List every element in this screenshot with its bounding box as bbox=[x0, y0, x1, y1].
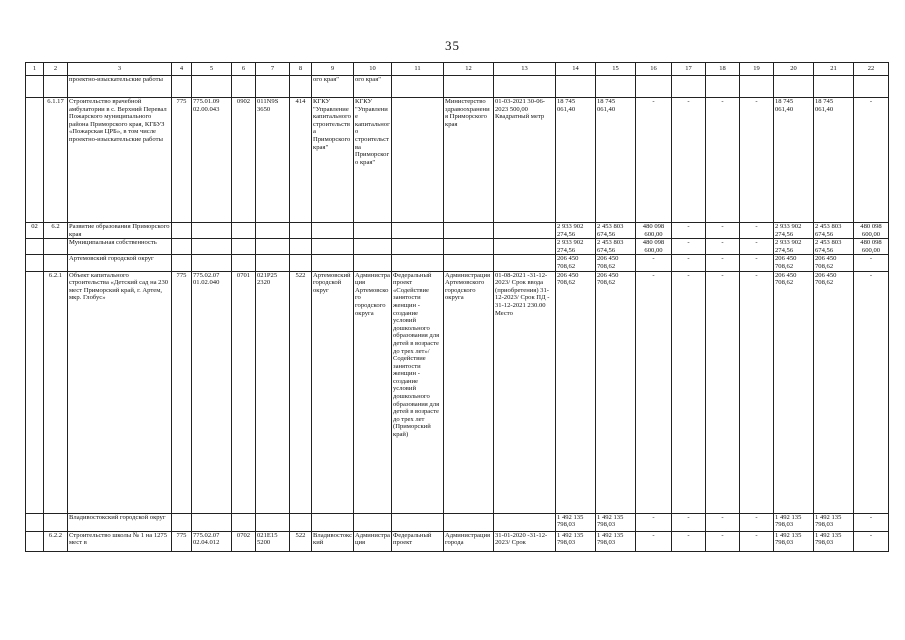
table-cell bbox=[854, 76, 889, 98]
table-cell: - bbox=[636, 271, 672, 513]
table-cell: 206 450 708,62 bbox=[556, 255, 596, 271]
table-cell bbox=[232, 513, 256, 531]
table-cell: 02 bbox=[26, 223, 44, 239]
table-cell: 775.01.09 02.00.043 bbox=[192, 98, 232, 223]
table-cell bbox=[290, 513, 312, 531]
table-cell bbox=[312, 223, 354, 239]
table-cell bbox=[312, 239, 354, 255]
table-cell: Министерство здравоохранения Приморского края bbox=[444, 98, 494, 223]
table-cell bbox=[26, 239, 44, 255]
table-cell bbox=[256, 239, 290, 255]
table-cell: Развитие образования Приморского края bbox=[69, 223, 170, 238]
table-cell bbox=[290, 76, 312, 98]
table-cell bbox=[290, 223, 312, 239]
table-cell: 206 450 708,62 bbox=[814, 271, 854, 513]
table-cell: - bbox=[706, 255, 740, 271]
table-cell bbox=[814, 76, 854, 98]
table-cell: 31-01-2020 -31-12-2023/ Срок bbox=[494, 531, 556, 551]
table-cell: 414 bbox=[290, 98, 312, 223]
table-cell bbox=[392, 76, 444, 98]
table-cell: - bbox=[672, 531, 706, 551]
table-cell: - bbox=[740, 223, 774, 239]
table-cell bbox=[290, 255, 312, 271]
table-cell: КГКУ "Управление капитального строительства Приморского края" bbox=[312, 98, 354, 223]
table-cell: - bbox=[706, 223, 740, 239]
table-cell: 1 492 135 798,03 bbox=[774, 513, 814, 531]
table-cell bbox=[172, 255, 192, 271]
table-cell: 2 453 803 674,56 bbox=[814, 239, 854, 255]
table-cell: Артемовский городской округ bbox=[312, 271, 354, 513]
table-cell: 206 450 708,62 bbox=[556, 271, 596, 513]
table-cell bbox=[26, 271, 44, 513]
table-cell: 6.2.1 bbox=[44, 271, 68, 513]
table-cell: 2 933 902 274,56 bbox=[774, 223, 814, 239]
table-cell bbox=[392, 513, 444, 531]
column-number: 6 bbox=[232, 63, 256, 76]
column-number: 7 bbox=[256, 63, 290, 76]
table-cell: 2 933 902 274,56 bbox=[556, 223, 596, 239]
table-cell: - bbox=[854, 513, 889, 531]
table-cell bbox=[44, 239, 68, 255]
column-number: 14 bbox=[556, 63, 596, 76]
table-cell: 775.02.07 02.04.012 bbox=[192, 531, 232, 551]
table-cell: 775.02.07 01.02.040 bbox=[192, 271, 232, 513]
table-cell bbox=[354, 239, 392, 255]
table-cell bbox=[44, 255, 68, 271]
table-cell bbox=[232, 223, 256, 239]
table-cell: 2 453 803 674,56 bbox=[814, 223, 854, 239]
table-cell: 18 745 061,40 bbox=[556, 98, 596, 223]
table-cell bbox=[392, 98, 444, 223]
table-cell: - bbox=[740, 98, 774, 223]
table-cell bbox=[354, 255, 392, 271]
table-cell bbox=[192, 223, 232, 239]
table-cell bbox=[494, 76, 556, 98]
table-cell: Администрация bbox=[354, 531, 392, 551]
table-row bbox=[26, 513, 889, 531]
table-cell: - bbox=[740, 255, 774, 271]
table-cell bbox=[392, 223, 444, 239]
table-cell bbox=[172, 223, 192, 239]
table-cell: 206 450 708,62 bbox=[596, 271, 636, 513]
table-cell: Строительство врачебной амбулатории в с. Верхний Перевал Пожарского муниципального района Приморского края, КГБУЗ «Пожарская ЦРБ», в том числе проектно-изыскательские работы bbox=[68, 98, 172, 223]
table-cell bbox=[444, 239, 494, 255]
table-cell: 01-03-2021 30-06-2023 500,00 Квадратный метр bbox=[494, 98, 556, 223]
table-row bbox=[26, 98, 889, 223]
table-cell bbox=[232, 239, 256, 255]
table-cell bbox=[232, 255, 256, 271]
table-cell: 01-08-2021 -31-12-2023/ Срок ввода (приобретения) 31-12-2023/ Срок ПД - 31-12-2021 230.00 Место bbox=[494, 271, 556, 513]
table-cell bbox=[26, 76, 44, 98]
table-cell: - bbox=[636, 255, 672, 271]
table-cell: ого края" bbox=[312, 76, 354, 98]
table-cell: - bbox=[854, 98, 889, 223]
column-number: 9 bbox=[312, 63, 354, 76]
table-cell bbox=[556, 76, 596, 98]
table-cell: 2 453 803 674,56 bbox=[596, 239, 636, 255]
table-cell: 6.1.17 bbox=[44, 98, 68, 223]
table-cell: 0702 bbox=[232, 531, 256, 551]
column-number: 11 bbox=[392, 63, 444, 76]
table-cell: 775 bbox=[172, 531, 192, 551]
table-cell bbox=[740, 76, 774, 98]
table-cell: 1 492 135 798,03 bbox=[774, 531, 814, 551]
column-number: 1 bbox=[26, 63, 44, 76]
table-cell bbox=[444, 255, 494, 271]
table-cell bbox=[494, 513, 556, 531]
table-cell: - bbox=[636, 513, 672, 531]
column-number: 10 bbox=[354, 63, 392, 76]
table-cell bbox=[232, 76, 256, 98]
table-row bbox=[26, 223, 889, 239]
header-row bbox=[26, 63, 889, 76]
table-cell bbox=[192, 76, 232, 98]
page-number: 35 bbox=[445, 38, 460, 53]
table-cell: 021E15 5200 bbox=[256, 531, 290, 551]
table-cell: 6.2 bbox=[44, 223, 68, 239]
table-cell bbox=[192, 239, 232, 255]
table-cell: Строительство школы № 1 на 1275 мест в bbox=[68, 531, 172, 551]
column-number: 13 bbox=[494, 63, 556, 76]
table-cell: Владивостокский городской округ bbox=[68, 513, 172, 531]
table-cell: 206 450 708,62 bbox=[596, 255, 636, 271]
table-cell bbox=[290, 239, 312, 255]
table-cell: 1 492 135 798,03 bbox=[596, 531, 636, 551]
table-cell: ого края" bbox=[354, 76, 392, 98]
table-cell: 480 098 600,00 bbox=[636, 223, 672, 239]
table-cell bbox=[596, 76, 636, 98]
column-number: 15 bbox=[596, 63, 636, 76]
column-number: 5 bbox=[192, 63, 232, 76]
table-cell: 206 450 708,62 bbox=[774, 271, 814, 513]
table-cell: - bbox=[706, 513, 740, 531]
table-cell: 0701 bbox=[232, 271, 256, 513]
table-cell: 1 492 135 798,03 bbox=[596, 513, 636, 531]
table-cell: 18 745 061,40 bbox=[596, 98, 636, 223]
table-cell: - bbox=[854, 531, 889, 551]
column-number: 22 bbox=[854, 63, 889, 76]
table-cell bbox=[172, 76, 192, 98]
table-cell bbox=[44, 513, 68, 531]
table-cell: - bbox=[706, 271, 740, 513]
table-cell bbox=[192, 255, 232, 271]
table-cell: - bbox=[740, 531, 774, 551]
table-cell bbox=[256, 255, 290, 271]
table-cell bbox=[312, 513, 354, 531]
table-cell: 1 492 135 798,03 bbox=[556, 513, 596, 531]
column-number: 12 bbox=[444, 63, 494, 76]
table-cell: Федеральный проект «Содействие занятости женщин - создание условий дошкольного образования для детей в возрасте до трех лет»/Содействие занятости женщин - создание условий дошкольного образования для детей в возрасте до трех лет (Приморский край) bbox=[392, 271, 444, 513]
table-cell: - bbox=[706, 239, 740, 255]
table-cell bbox=[256, 76, 290, 98]
column-number: 8 bbox=[290, 63, 312, 76]
table-cell: - bbox=[740, 513, 774, 531]
table-cell: 206 450 708,62 bbox=[774, 255, 814, 271]
table-cell: КГКУ "Управление капитального строительства Приморского края" bbox=[354, 98, 392, 223]
table-row bbox=[26, 76, 889, 98]
table-cell: - bbox=[672, 98, 706, 223]
table-cell: 206 450 708,62 bbox=[814, 255, 854, 271]
table-cell bbox=[706, 76, 740, 98]
column-number: 20 bbox=[774, 63, 814, 76]
column-number: 3 bbox=[68, 63, 172, 76]
column-number: 18 bbox=[706, 63, 740, 76]
table-cell bbox=[444, 513, 494, 531]
table-cell bbox=[444, 76, 494, 98]
table-cell: Администрация Артемовского городского округа bbox=[444, 271, 494, 513]
table-cell: 0902 bbox=[232, 98, 256, 223]
table-cell: - bbox=[636, 98, 672, 223]
column-number: 21 bbox=[814, 63, 854, 76]
table-cell: 18 745 061,40 bbox=[814, 98, 854, 223]
table-cell bbox=[392, 239, 444, 255]
table-cell: 1 492 135 798,03 bbox=[814, 513, 854, 531]
table-cell: - bbox=[706, 531, 740, 551]
table-cell: 021P25 2320 bbox=[256, 271, 290, 513]
table-cell bbox=[444, 223, 494, 239]
table-cell bbox=[774, 76, 814, 98]
table-cell bbox=[192, 513, 232, 531]
table-cell bbox=[312, 255, 354, 271]
table-cell bbox=[26, 255, 44, 271]
table-cell bbox=[44, 76, 68, 98]
table-cell: Объект капитального строительства «Детский сад на 230 мест Приморский край, г. Артем, мкр. Глобус» bbox=[68, 271, 172, 513]
table-cell: - bbox=[672, 239, 706, 255]
table-cell: - bbox=[672, 223, 706, 239]
table-cell bbox=[494, 239, 556, 255]
table-row bbox=[26, 271, 889, 513]
table-cell bbox=[26, 513, 44, 531]
column-number: 4 bbox=[172, 63, 192, 76]
column-number: 2 bbox=[44, 63, 68, 76]
table-cell bbox=[494, 223, 556, 239]
table-cell: - bbox=[672, 513, 706, 531]
table-row bbox=[26, 239, 889, 255]
table-cell: Владивостокский bbox=[312, 531, 354, 551]
table-cell bbox=[26, 531, 44, 551]
table-row bbox=[26, 531, 889, 551]
table-cell: 6.2.2 bbox=[44, 531, 68, 551]
table-cell bbox=[256, 513, 290, 531]
budget-table bbox=[25, 62, 889, 552]
table-cell bbox=[172, 513, 192, 531]
table-cell: Артемовский городской округ bbox=[68, 255, 172, 271]
table-cell bbox=[494, 255, 556, 271]
table-cell bbox=[256, 223, 290, 239]
table-cell: 2 933 902 274,56 bbox=[556, 239, 596, 255]
table-cell: 480 098 600,00 bbox=[854, 239, 889, 255]
table-cell: 011N9S 3650 bbox=[256, 98, 290, 223]
table-cell: Федеральный проект bbox=[392, 531, 444, 551]
table-cell: Администрация города bbox=[444, 531, 494, 551]
column-number: 17 bbox=[672, 63, 706, 76]
table-cell: 775 bbox=[172, 98, 192, 223]
table-cell: 1 492 135 798,03 bbox=[556, 531, 596, 551]
table-cell: - bbox=[854, 255, 889, 271]
table-cell: 1 492 135 798,03 bbox=[814, 531, 854, 551]
table-cell: 522 bbox=[290, 271, 312, 513]
table-cell: 480 098 600,00 bbox=[854, 223, 889, 239]
table-cell bbox=[172, 239, 192, 255]
table-cell bbox=[26, 98, 44, 223]
table-cell bbox=[392, 255, 444, 271]
table-cell: - bbox=[706, 98, 740, 223]
table-cell: - bbox=[636, 531, 672, 551]
column-number: 19 bbox=[740, 63, 774, 76]
table-cell: 480 098 600,00 bbox=[636, 239, 672, 255]
table-cell: проектно-изыскательские работы bbox=[68, 76, 172, 98]
table-cell: 18 745 061,40 bbox=[774, 98, 814, 223]
table-cell: 775 bbox=[172, 271, 192, 513]
table-cell: - bbox=[740, 239, 774, 255]
table-cell: - bbox=[740, 271, 774, 513]
table-cell bbox=[672, 76, 706, 98]
table-cell bbox=[636, 76, 672, 98]
table-row bbox=[26, 255, 889, 271]
table-cell: - bbox=[672, 271, 706, 513]
table-cell: 522 bbox=[290, 531, 312, 551]
table-cell bbox=[354, 223, 392, 239]
table-cell: Муниципальная собственность bbox=[68, 239, 172, 255]
column-number: 16 bbox=[636, 63, 672, 76]
table-cell: - bbox=[854, 271, 889, 513]
table-cell: Администрация Артемовского городского округа bbox=[354, 271, 392, 513]
table-cell: 2 453 803 674,56 bbox=[596, 223, 636, 239]
table-cell: - bbox=[672, 255, 706, 271]
table-cell bbox=[354, 513, 392, 531]
table-cell: 2 933 902 274,56 bbox=[774, 239, 814, 255]
